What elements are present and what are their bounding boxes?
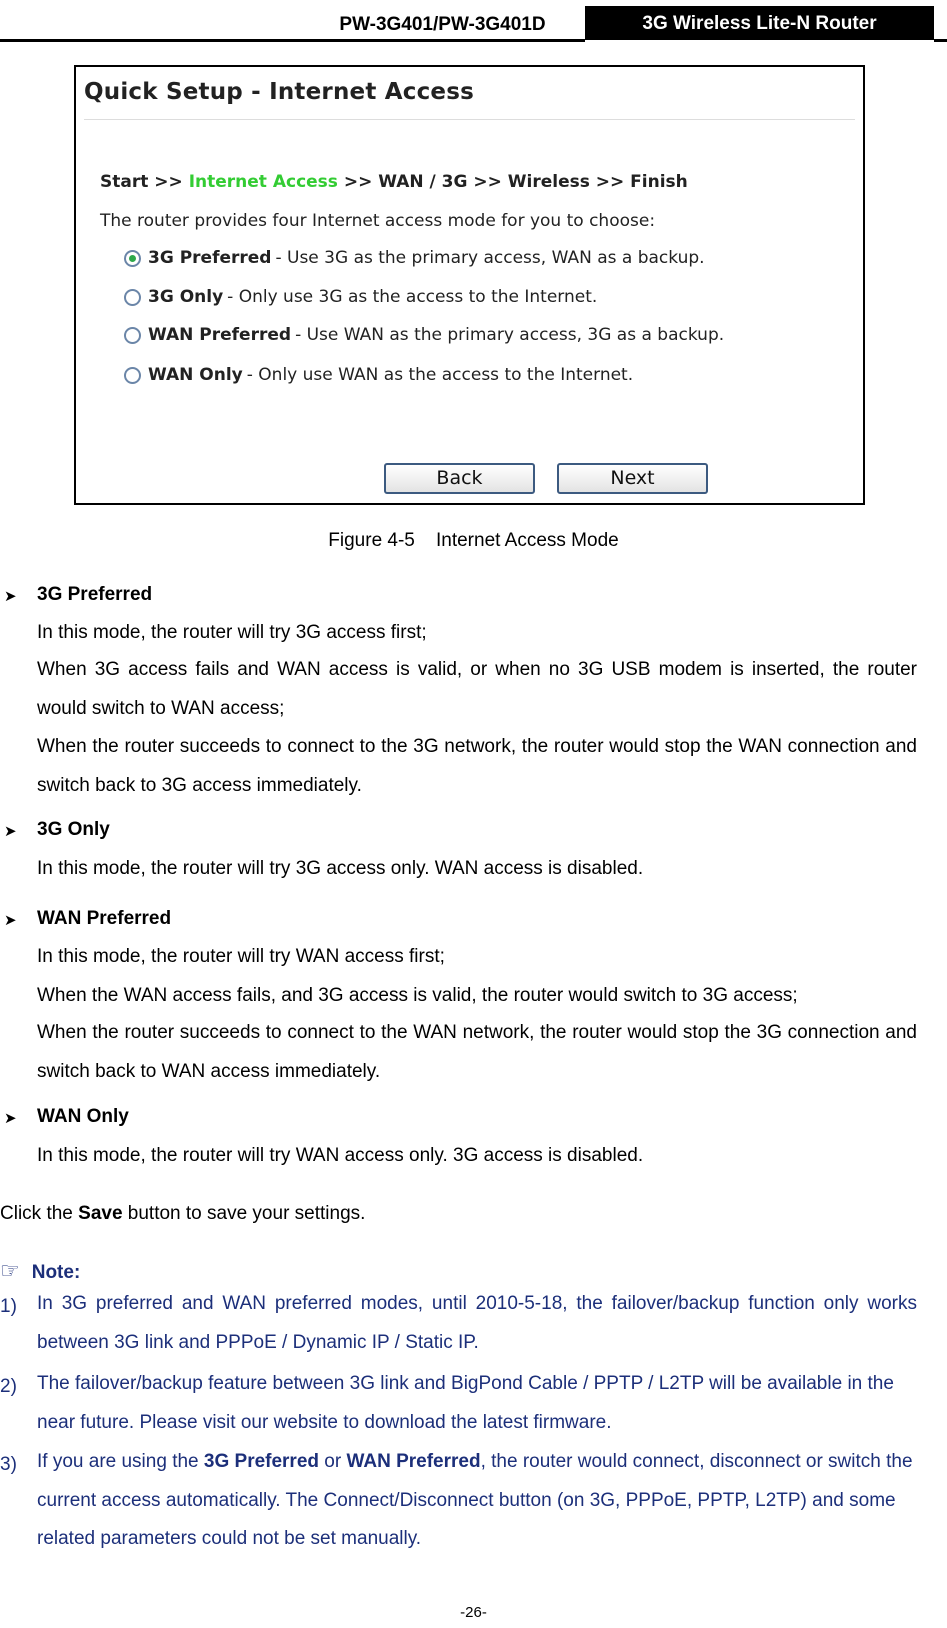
instruction-bold: Save bbox=[78, 1203, 123, 1224]
paragraph: When the router succeeds to connect to the 3G network, the router would stop the WAN connection and switch back to 3G access immediately. bbox=[37, 736, 917, 796]
note-text: , the router would connect, disconnect or switch the current access automatically. The Connect/Disconnect button (on 3G, PPPoE, PPTP, L2TP) and some related parameters could not be set manually. bbox=[37, 1451, 913, 1549]
paragraph: When 3G access fails and WAN access is valid, or when no 3G USB modem is inserted, the router would switch to WAN access; bbox=[37, 659, 917, 719]
text-line: In this mode, the router will try WAN access only. 3G access is disabled. bbox=[37, 1145, 644, 1166]
bullet-arrow-icon: ➤ bbox=[4, 823, 17, 840]
text-line: In this mode, the router will try 3G access first; bbox=[37, 622, 427, 643]
note-label: Note: bbox=[31, 1262, 81, 1283]
text-line: In this mode, the router will try WAN access first; bbox=[37, 946, 445, 967]
wizard-steps bbox=[100, 172, 688, 192]
quick-setup-screenshot bbox=[74, 65, 865, 505]
bullet-arrow-icon: ➤ bbox=[4, 912, 17, 929]
option-name: 3G Only bbox=[148, 287, 224, 307]
note-number: 1) bbox=[0, 1296, 17, 1317]
note-item: The failover/backup feature between 3G link and BigPond Cable / PPTP / L2TP will be available in the near future. Please visit our website to download the latest firmware. bbox=[37, 1373, 894, 1433]
heading-3g-preferred: 3G Preferred bbox=[37, 584, 153, 605]
note-heading bbox=[0, 1258, 80, 1284]
option-name: WAN Preferred bbox=[148, 325, 292, 345]
figure-caption: Figure 4-5 Internet Access Mode bbox=[328, 530, 619, 551]
note-item: In 3G preferred and WAN preferred modes, until 2010-5-18, the failover/backup function only works between 3G link and PPPoE / Dynamic IP / Static IP. bbox=[37, 1293, 917, 1353]
option-desc: - Only use WAN as the access to the Internet. bbox=[246, 365, 634, 385]
step-current: Internet Access bbox=[188, 172, 338, 192]
screenshot-intro: The router provides four Internet access mode for you to choose: bbox=[100, 211, 656, 231]
page-header bbox=[0, 0, 947, 44]
note-number: 2) bbox=[0, 1376, 17, 1397]
header-product: 3G Wireless Lite-N Router bbox=[585, 6, 934, 40]
screenshot-divider bbox=[84, 119, 855, 120]
option-desc: - Only use 3G as the access to the Internet. bbox=[227, 287, 598, 307]
option-name: 3G Preferred bbox=[148, 248, 272, 268]
note-number: 3) bbox=[0, 1454, 17, 1475]
note-text: or bbox=[319, 1451, 347, 1472]
bullet-arrow-icon: ➤ bbox=[4, 1110, 17, 1127]
note-bold: 3G Preferred bbox=[203, 1451, 320, 1472]
header-model: PW-3G401/PW-3G401D bbox=[339, 14, 546, 35]
heading-wan-only: WAN Only bbox=[37, 1106, 129, 1127]
option-wan-only[interactable] bbox=[124, 365, 633, 385]
option-3g-preferred[interactable] bbox=[124, 248, 705, 268]
radio-wan-preferred[interactable] bbox=[124, 327, 141, 344]
option-3g-only[interactable] bbox=[124, 287, 597, 307]
note-bold: WAN Preferred bbox=[346, 1451, 481, 1472]
radio-3g-preferred[interactable] bbox=[124, 250, 141, 267]
text-line: In this mode, the router will try 3G access only. WAN access is disabled. bbox=[37, 858, 644, 879]
note-text: If you are using the bbox=[37, 1451, 204, 1472]
header-rule bbox=[0, 39, 585, 42]
option-desc: - Use 3G as the primary access, WAN as a backup. bbox=[275, 248, 705, 268]
option-desc: - Use WAN as the primary access, 3G as a backup. bbox=[295, 325, 725, 345]
text-line: When the WAN access fails, and 3G access is valid, the router would switch to 3G access; bbox=[37, 985, 798, 1006]
bullet-arrow-icon: ➤ bbox=[4, 588, 17, 605]
instruction-text: button to save your settings. bbox=[122, 1203, 366, 1224]
heading-3g-only: 3G Only bbox=[37, 819, 110, 840]
note-item bbox=[37, 1443, 917, 1559]
heading-wan-preferred: WAN Preferred bbox=[37, 908, 172, 929]
paragraph: When the router succeeds to connect to the WAN network, the router would stop the 3G connection and switch back to WAN access immediately. bbox=[37, 1022, 917, 1082]
option-wan-preferred[interactable] bbox=[124, 325, 724, 345]
save-instruction bbox=[0, 1203, 365, 1225]
back-button[interactable]: Back bbox=[384, 463, 535, 494]
next-button[interactable]: Next bbox=[557, 463, 708, 494]
radio-3g-only[interactable] bbox=[124, 289, 141, 306]
step-rest: >> WAN / 3G >> Wireless >> Finish bbox=[337, 172, 688, 192]
page-number: -26- bbox=[460, 1604, 487, 1621]
option-name: WAN Only bbox=[148, 365, 243, 385]
instruction-text: Click the bbox=[0, 1203, 79, 1224]
step-start: Start >> bbox=[100, 172, 189, 192]
pointing-hand-icon: ☞ bbox=[0, 1258, 20, 1283]
screenshot-title: Quick Setup - Internet Access bbox=[84, 79, 474, 105]
header-rule-end bbox=[934, 39, 947, 42]
radio-wan-only[interactable] bbox=[124, 367, 141, 384]
